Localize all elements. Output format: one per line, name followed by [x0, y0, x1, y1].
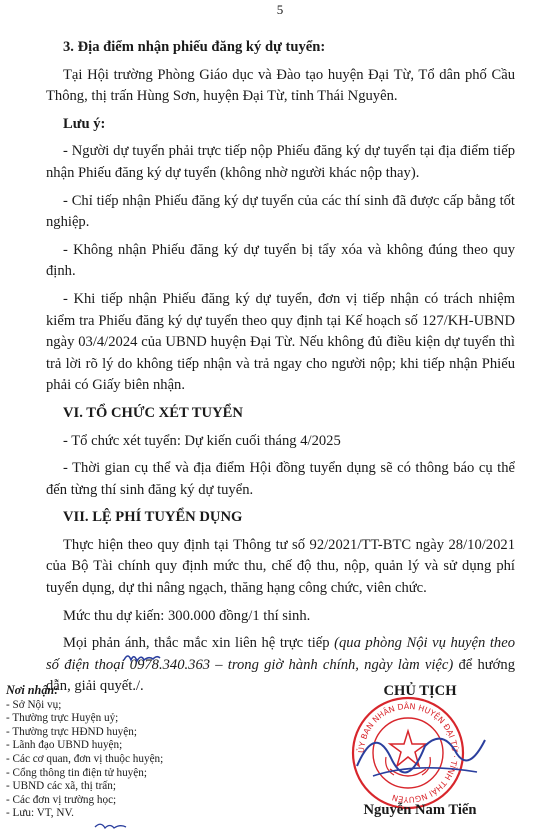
section7-fee: Mức thu dự kiến: 300.000 đồng/1 thí sinh. [63, 607, 311, 624]
recipient-item: - Thường trực Huyện uỷ; [6, 712, 119, 725]
section3-paragraph: Tại Hội trường Phòng Giáo dục và Đào tạo huyện Đại Từ, Tổ dân phố Cầu Thông, thị trấn Hùng Sơn, huyện Đại Từ, tỉnh Thái Nguyên. [46, 66, 515, 105]
signer-title: CHỦ TỊCH [383, 683, 457, 699]
recipient-item: - Cổng thông tin điện tử huyện; [6, 766, 147, 779]
initials-signature [122, 650, 162, 666]
note-item: - Khi tiếp nhận Phiếu đăng ký dự tuyển, đơn vị tiếp nhận có trách nhiệm kiểm tra Phiếu đăng ký dự tuyển theo quy định tại Kế hoạch số 127/KH-UBND ngày 03/4/2024 của UBND huyện Đại Từ. Nếu không đủ điều kiện dự tuyển thì trả lời rõ lý do không tiếp nhận và trả ngay cho người nộp; khi tiếp nhận Phiếu phải có Giấy biên nhận. [46, 290, 515, 394]
archive-initials [92, 819, 142, 833]
section7-paragraph: Thực hiện theo quy định tại Thông tư số 92/2021/TT-BTC ngày 28/10/2021 của Bộ Tài chính quy định mức thu, chế độ thu, nộp, quản lý và sử dụng phí tuyển dụng, dự thi nâng ngạch, thăng hạng công chức, viên chức. [46, 536, 515, 597]
signature-block [340, 683, 500, 819]
note-item: - Người dự tuyển phải trực tiếp nộp Phiếu đăng ký dự tuyển tại địa điểm tiếp nhận Phiếu đăng ký dự tuyển (không nhờ người khác nộp thay). [46, 143, 515, 181]
section3-heading: 3. Địa điểm nhận phiếu đăng ký dự tuyển: [63, 39, 326, 55]
recipients-title: Nơi nhận: [6, 683, 59, 697]
contact-text-italic: (qua phòng Nội vụ huyện theo số điện thoại 0978.340.363 – trong giờ hành chính, ngày làm việc) [46, 635, 515, 673]
recipient-item: - UBND các xã, thị trấn; [6, 780, 116, 793]
contact-text-start: Mọi phản ánh, thắc mắc xin liên hệ trực tiếp [63, 635, 335, 652]
recipient-item: - Các đơn vị trường học; [6, 793, 117, 806]
handwritten-signature [345, 706, 495, 796]
section7-heading: VII. LỆ PHÍ TUYỂN DỤNG [63, 509, 243, 526]
note-item: - Chỉ tiếp nhận Phiếu đăng ký dự tuyển của các thí sinh đã được cấp bằng tốt nghiệp. [46, 192, 515, 231]
contact-text-end: để hướng dẫn, giải quyết./. [46, 656, 515, 695]
section6-heading: VI. TỔ CHỨC XÉT TUYỂN [63, 404, 243, 421]
note-label: Lưu ý: [63, 115, 106, 132]
section6-item: - Tổ chức xét tuyển: Dự kiến cuối tháng 4/2025 [63, 432, 341, 449]
recipient-item: - Lưu: VT, NV. [6, 807, 74, 820]
recipient-item: - Thường trực HĐND huyện; [6, 725, 137, 738]
signer-name: Nguyễn Nam Tiến [363, 802, 477, 818]
recipient-item: - Sở Nội vụ; [6, 698, 62, 711]
document-body [46, 37, 515, 698]
note-item: - Không nhận Phiếu đăng ký dự tuyển bị tẩy xóa và không đúng theo quy định. [46, 241, 515, 280]
recipient-item: - Các cơ quan, đơn vị thuộc huyện; [6, 752, 164, 765]
recipients-block [6, 684, 246, 821]
stamp-text: ỦY BAN NHÂN DÂN HUYỆN ĐẠI TỪ · TỈNH THÁI NGUYÊN [356, 701, 460, 805]
recipient-item: - Lãnh đạo UBND huyện; [6, 739, 123, 752]
page-number: 5 [276, 2, 284, 17]
section6-item: - Thời gian cụ thể và địa điểm Hội đồng tuyển dụng sẽ có thông báo cụ thể đến từng thí sinh đăng ký dự tuyển. [46, 460, 515, 498]
